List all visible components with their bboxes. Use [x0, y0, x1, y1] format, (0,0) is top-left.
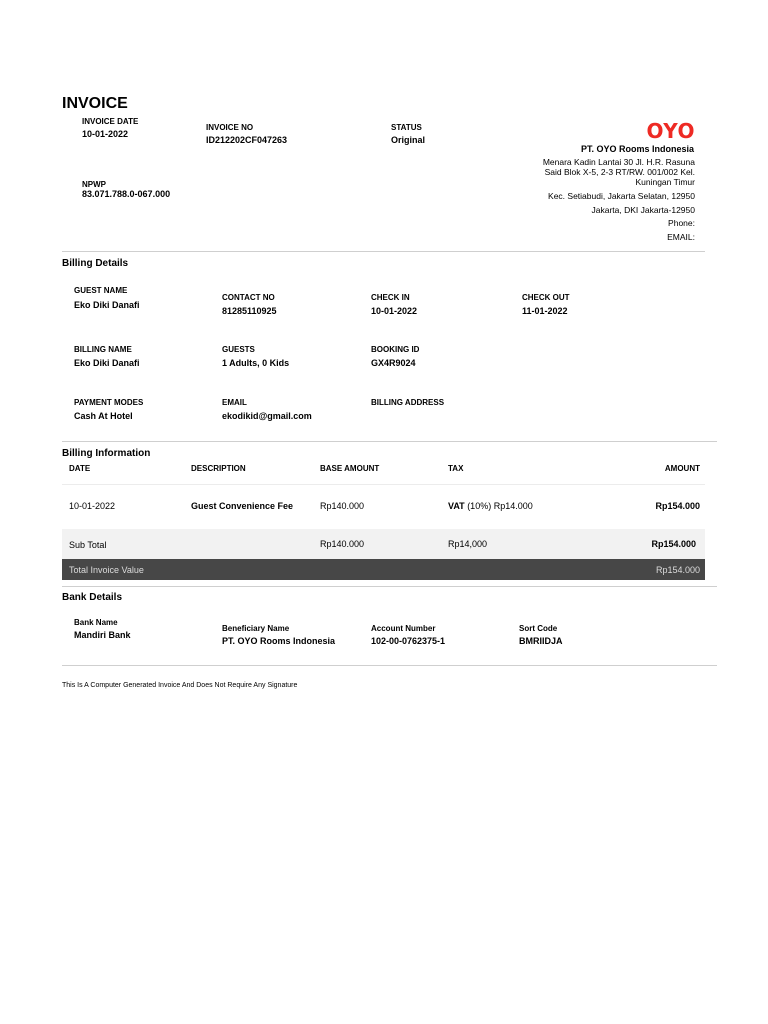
company-address-line5: Jakarta, DKI Jakarta-12950	[591, 205, 695, 215]
divider	[62, 441, 717, 442]
guests-value: 1 Adults, 0 Kids	[222, 358, 290, 368]
email-value: ekodikid@gmail.com	[222, 411, 312, 421]
checkout-value: 11-01-2022	[522, 306, 568, 316]
beneficiary-label: Beneficiary Name	[222, 624, 290, 633]
col-amount: AMOUNT	[664, 464, 700, 473]
company-email-label: EMAIL:	[667, 232, 695, 242]
subtotal-base-amount: Rp140.000	[320, 539, 365, 549]
row-tax-detail: (10%) Rp14.000	[467, 501, 533, 511]
invoice-title: INVOICE	[62, 95, 128, 112]
bank-name-label: Bank Name	[74, 618, 118, 627]
total-row	[62, 559, 705, 580]
guest-name: Eko Diki Danafi	[74, 300, 140, 310]
invoice-date: 10-01-2022	[82, 129, 129, 139]
company-name: PT. OYO Rooms Indonesia	[580, 144, 694, 154]
row-description: Guest Convenience Fee	[191, 501, 294, 511]
company-address-line3: Kuningan Timur	[635, 177, 695, 187]
row-base-amount: Rp140.000	[320, 501, 365, 511]
divider	[62, 665, 717, 666]
npwp-value: 83.071.788.0-067.000	[82, 189, 171, 199]
total-label: Total Invoice Value	[69, 565, 144, 575]
bank-details-heading: Bank Details	[62, 592, 123, 603]
subtotal-tax: Rp14,000	[448, 539, 488, 549]
col-tax: TAX	[448, 464, 464, 473]
guest-name-label: GUEST NAME	[74, 286, 128, 295]
row-date: 10-01-2022	[69, 501, 116, 511]
contact-value: 81285110925	[222, 306, 277, 316]
oyo-logo: OYO	[646, 119, 695, 143]
email-label: EMAIL	[222, 398, 247, 407]
row-tax-name: VAT	[448, 501, 465, 511]
company-address-line1: Menara Kadin Lantai 30 Jl. H.R. Rasuna	[542, 157, 695, 167]
row-amount: Rp154.000	[655, 501, 700, 511]
divider	[62, 251, 705, 252]
npwp-label: NPWP	[82, 180, 106, 189]
sort-code-label: Sort Code	[519, 624, 558, 633]
account-number-label: Account Number	[371, 624, 436, 633]
checkin-value: 10-01-2022	[371, 306, 418, 316]
company-address-line2: Said Blok X-5, 2-3 RT/RW. 001/002 Kel.	[544, 167, 695, 177]
subtotal-amount: Rp154.000	[651, 539, 696, 549]
invoice-no: ID212202CF047263	[206, 135, 288, 145]
contact-label: CONTACT NO	[222, 293, 275, 302]
invoice-no-label: INVOICE NO	[206, 123, 254, 132]
company-address-line4: Kec. Setiabudi, Jakarta Selatan, 12950	[548, 191, 695, 201]
billing-name: Eko Diki Danafi	[74, 358, 140, 368]
subtotal-label: Sub Total	[69, 540, 107, 550]
billing-information-heading: Billing Information	[62, 448, 151, 459]
subtotal-row	[62, 529, 705, 559]
booking-id: GX4R9024	[371, 358, 416, 368]
invoice-date-label: INVOICE DATE	[82, 117, 139, 126]
billing-details-heading: Billing Details	[62, 258, 129, 269]
payment-modes: Cash At Hotel	[74, 411, 133, 421]
row-tax	[448, 501, 533, 511]
checkin-label: CHECK IN	[371, 293, 410, 302]
beneficiary-name: PT. OYO Rooms Indonesia	[222, 636, 336, 646]
account-number: 102-00-0762375-1	[371, 636, 446, 646]
guests-label: GUESTS	[222, 345, 255, 354]
payment-modes-label: PAYMENT MODES	[74, 398, 144, 407]
billing-address-label: BILLING ADDRESS	[371, 398, 445, 407]
company-phone-label: Phone:	[668, 218, 695, 228]
booking-id-label: BOOKING ID	[371, 345, 420, 354]
col-base-amount: BASE AMOUNT	[320, 464, 380, 473]
status-label: STATUS	[391, 123, 422, 132]
col-description: DESCRIPTION	[191, 464, 246, 473]
total-amount: Rp154.000	[655, 565, 700, 575]
footer-note: This Is A Computer Generated Invoice And Does Not Require Any Signature	[62, 682, 298, 689]
bank-name: Mandiri Bank	[74, 630, 131, 640]
sort-code: BMRIIDJA	[519, 636, 563, 646]
billing-name-label: BILLING NAME	[74, 345, 132, 354]
divider	[62, 484, 705, 485]
col-date: DATE	[69, 464, 91, 473]
divider	[62, 586, 717, 587]
checkout-label: CHECK OUT	[522, 293, 570, 302]
status-value: Original	[391, 135, 426, 145]
